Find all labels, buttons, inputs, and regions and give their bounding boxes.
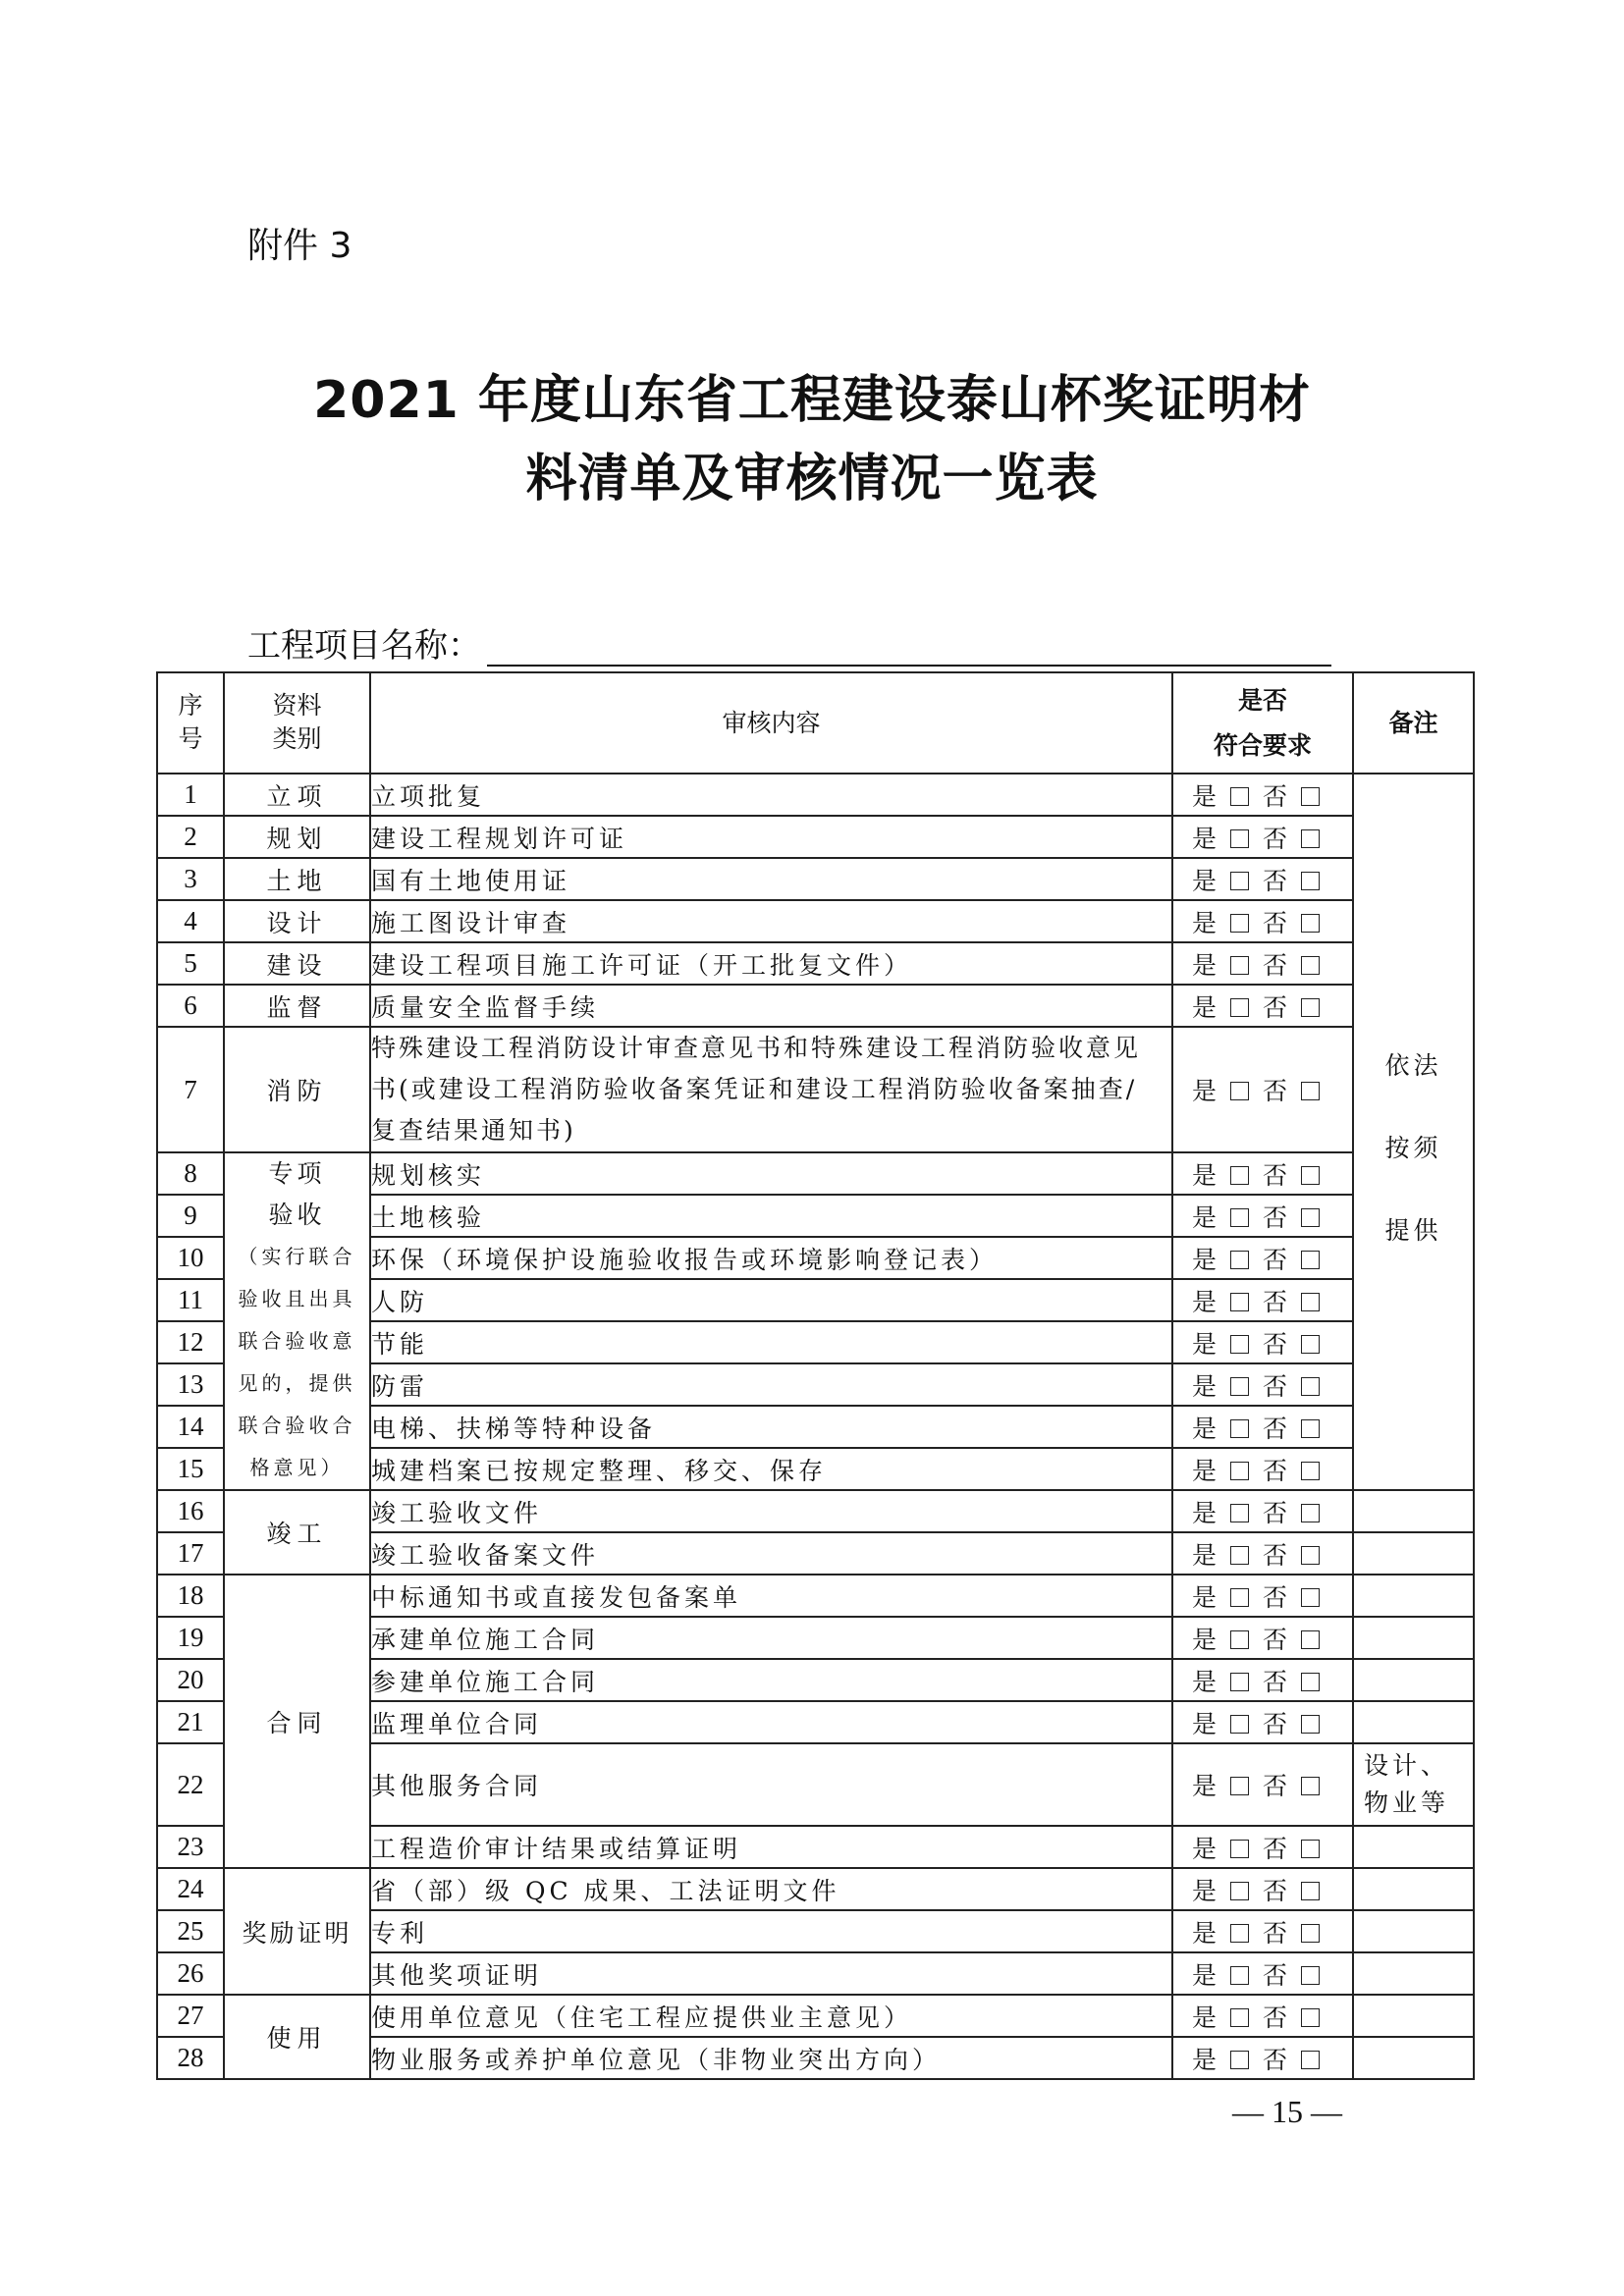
no-checkbox[interactable] <box>1301 2008 1320 2027</box>
no-checkbox[interactable] <box>1301 1966 1320 1985</box>
no-checkbox[interactable] <box>1301 1546 1320 1565</box>
row-number: 2 <box>157 816 224 858</box>
content-cell: 建设工程项目施工许可证（开工批复文件） <box>370 942 1172 985</box>
table-row <box>157 985 1474 1027</box>
row-number: 6 <box>157 985 224 1027</box>
col-header-content: 审核内容 <box>370 672 1172 774</box>
content-cell: 建设工程规划许可证 <box>370 816 1172 858</box>
yes-checkbox[interactable] <box>1230 914 1249 933</box>
yes-checkbox[interactable] <box>1230 2008 1249 2027</box>
row-number: 10 <box>157 1237 224 1279</box>
yes-checkbox[interactable] <box>1230 998 1249 1017</box>
content-cell: 参建单位施工合同 <box>370 1659 1172 1701</box>
content-cell: 城建档案已按规定整理、移交、保存 <box>370 1448 1172 1490</box>
col-header-compliance: 是否 符合要求 <box>1172 672 1353 774</box>
note-cell <box>1353 1952 1474 1995</box>
no-checkbox[interactable] <box>1301 829 1320 848</box>
no-checkbox[interactable] <box>1301 1924 1320 1943</box>
content-cell: 中标通知书或直接发包备案单 <box>370 1575 1172 1617</box>
yes-checkbox[interactable] <box>1230 1673 1249 1691</box>
yes-checkbox[interactable] <box>1230 1924 1249 1943</box>
row-number: 7 <box>157 1027 224 1152</box>
content-cell: 电梯、扶梯等特种设备 <box>370 1406 1172 1448</box>
no-checkbox[interactable] <box>1301 787 1320 806</box>
content-cell: 竣工验收备案文件 <box>370 1532 1172 1575</box>
table-row <box>157 900 1474 942</box>
row-number: 23 <box>157 1826 224 1868</box>
no-checkbox[interactable] <box>1301 1882 1320 1900</box>
yes-checkbox[interactable] <box>1230 787 1249 806</box>
no-checkbox[interactable] <box>1301 1335 1320 1354</box>
col-header-category: 资料类别 <box>224 672 370 774</box>
compliance-check: 是 否 <box>1172 1659 1353 1701</box>
content-cell: 国有土地使用证 <box>370 858 1172 900</box>
compliance-check: 是 否 <box>1172 1448 1353 1490</box>
note-cell <box>1353 1910 1474 1952</box>
row-number: 21 <box>157 1701 224 1743</box>
page-number: — 15 — <box>1232 2094 1342 2129</box>
category-cell: 规划 <box>224 816 370 858</box>
row-number: 13 <box>157 1363 224 1406</box>
content-cell: 质量安全监督手续 <box>370 985 1172 1027</box>
category-cell: 消防 <box>224 1027 370 1152</box>
title-line-2: 料清单及审核情况一览表 <box>525 450 1099 508</box>
note-cell <box>1353 1701 1474 1743</box>
row-number: 22 <box>157 1743 224 1826</box>
no-checkbox[interactable] <box>1301 1251 1320 1269</box>
content-cell: 承建单位施工合同 <box>370 1617 1172 1659</box>
content-cell: 专利 <box>370 1910 1172 1952</box>
yes-checkbox[interactable] <box>1230 872 1249 890</box>
category-cell-contract: 合同 <box>224 1575 370 1868</box>
compliance-check: 是 否 <box>1172 1195 1353 1237</box>
row-number: 25 <box>157 1910 224 1952</box>
yes-checkbox[interactable] <box>1230 1293 1249 1311</box>
compliance-check: 是 否 <box>1172 1532 1353 1575</box>
no-checkbox[interactable] <box>1301 1419 1320 1438</box>
row-number: 9 <box>157 1195 224 1237</box>
compliance-check: 是 否 <box>1172 1406 1353 1448</box>
no-checkbox[interactable] <box>1301 956 1320 975</box>
yes-checkbox[interactable] <box>1230 1504 1249 1522</box>
no-checkbox[interactable] <box>1301 914 1320 933</box>
content-cell: 施工图设计审查 <box>370 900 1172 942</box>
compliance-check: 是 否 <box>1172 1321 1353 1363</box>
compliance-check: 是 否 <box>1172 1701 1353 1743</box>
yes-checkbox[interactable] <box>1230 1082 1249 1100</box>
yes-checkbox[interactable] <box>1230 1251 1249 1269</box>
compliance-check: 是 否 <box>1172 2037 1353 2079</box>
yes-checkbox[interactable] <box>1230 1715 1249 1734</box>
category-cell-usage: 使用 <box>224 1995 370 2079</box>
col-header-no: 序号 <box>157 672 224 774</box>
row-number: 26 <box>157 1952 224 1995</box>
note-cell <box>1353 1490 1474 1532</box>
category-cell: 建设 <box>224 942 370 985</box>
compliance-check: 是 否 <box>1172 1910 1353 1952</box>
compliance-check: 是 否 <box>1172 1363 1353 1406</box>
note-cell-row22: 设计、 物业等 <box>1353 1743 1474 1826</box>
no-checkbox[interactable] <box>1301 1082 1320 1100</box>
yes-checkbox[interactable] <box>1230 1462 1249 1480</box>
row-number: 3 <box>157 858 224 900</box>
row-number: 20 <box>157 1659 224 1701</box>
table-row <box>157 1490 1474 1532</box>
row-number: 15 <box>157 1448 224 1490</box>
table-row <box>157 774 1474 816</box>
no-checkbox[interactable] <box>1301 1715 1320 1734</box>
compliance-check: 是 否 <box>1172 1995 1353 2037</box>
yes-checkbox[interactable] <box>1230 1882 1249 1900</box>
note-cell-legal: 依法 按须 提供 <box>1353 774 1474 1490</box>
compliance-check: 是 否 <box>1172 1575 1353 1617</box>
col-header-note: 备注 <box>1353 672 1474 774</box>
row-number: 1 <box>157 774 224 816</box>
table-row <box>157 1995 1474 2037</box>
no-checkbox[interactable] <box>1301 1166 1320 1185</box>
no-checkbox[interactable] <box>1301 1673 1320 1691</box>
compliance-check: 是 否 <box>1172 1152 1353 1195</box>
row-number: 28 <box>157 2037 224 2079</box>
row-number: 12 <box>157 1321 224 1363</box>
project-name-blank[interactable] <box>487 635 1331 667</box>
content-cell: 特殊建设工程消防设计审查意见书和特殊建设工程消防验收意见书(或建设工程消防验收备案凭证和建设工程消防验收备案抽查/复查结果通知书) <box>370 1027 1172 1152</box>
content-cell: 使用单位意见（住宅工程应提供业主意见） <box>370 1995 1172 2037</box>
row-number: 18 <box>157 1575 224 1617</box>
row-number: 8 <box>157 1152 224 1195</box>
table-row <box>157 1868 1474 1910</box>
note-cell <box>1353 1659 1474 1701</box>
compliance-check: 是 否 <box>1172 1027 1353 1152</box>
compliance-check: 是 否 <box>1172 900 1353 942</box>
yes-checkbox[interactable] <box>1230 2051 1249 2069</box>
compliance-check: 是 否 <box>1172 1617 1353 1659</box>
yes-checkbox[interactable] <box>1230 956 1249 975</box>
yes-checkbox[interactable] <box>1230 829 1249 848</box>
note-cell <box>1353 1826 1474 1868</box>
no-checkbox[interactable] <box>1301 1462 1320 1480</box>
note-cell <box>1353 1575 1474 1617</box>
title-line-1: 2021 年度山东省工程建设泰山杯奖证明材 <box>313 371 1311 430</box>
yes-checkbox[interactable] <box>1230 1630 1249 1649</box>
compliance-check: 是 否 <box>1172 858 1353 900</box>
content-cell: 立项批复 <box>370 774 1172 816</box>
content-cell: 其他服务合同 <box>370 1743 1172 1826</box>
yes-checkbox[interactable] <box>1230 1166 1249 1185</box>
yes-checkbox[interactable] <box>1230 1966 1249 1985</box>
table-row <box>157 858 1474 900</box>
project-name-field <box>247 618 1331 667</box>
table-row <box>157 942 1474 985</box>
compliance-check: 是 否 <box>1172 816 1353 858</box>
no-checkbox[interactable] <box>1301 1840 1320 1858</box>
category-cell: 设计 <box>224 900 370 942</box>
row-number: 24 <box>157 1868 224 1910</box>
compliance-check: 是 否 <box>1172 1490 1353 1532</box>
category-cell: 土地 <box>224 858 370 900</box>
compliance-check: 是 否 <box>1172 1868 1353 1910</box>
compliance-check: 是 否 <box>1172 1952 1353 1995</box>
no-checkbox[interactable] <box>1301 1777 1320 1795</box>
table-row <box>157 1575 1474 1617</box>
no-checkbox[interactable] <box>1301 1588 1320 1607</box>
no-checkbox[interactable] <box>1301 1504 1320 1522</box>
row-number: 11 <box>157 1279 224 1321</box>
content-cell: 土地核验 <box>370 1195 1172 1237</box>
no-checkbox[interactable] <box>1301 1630 1320 1649</box>
category-cell: 监督 <box>224 985 370 1027</box>
no-checkbox[interactable] <box>1301 1377 1320 1396</box>
row-number: 27 <box>157 1995 224 2037</box>
row-number: 19 <box>157 1617 224 1659</box>
content-cell: 竣工验收文件 <box>370 1490 1172 1532</box>
no-checkbox[interactable] <box>1301 872 1320 890</box>
no-checkbox[interactable] <box>1301 1208 1320 1227</box>
no-checkbox[interactable] <box>1301 1293 1320 1311</box>
yes-checkbox[interactable] <box>1230 1840 1249 1858</box>
content-cell: 防雷 <box>370 1363 1172 1406</box>
compliance-check: 是 否 <box>1172 774 1353 816</box>
compliance-check: 是 否 <box>1172 1743 1353 1826</box>
note-cell <box>1353 1532 1474 1575</box>
yes-checkbox[interactable] <box>1230 1208 1249 1227</box>
category-cell: 立项 <box>224 774 370 816</box>
project-name-label: 工程项目名称： <box>247 626 481 666</box>
content-cell: 节能 <box>370 1321 1172 1363</box>
no-checkbox[interactable] <box>1301 2051 1320 2069</box>
table-header-row <box>157 672 1474 774</box>
document-title <box>0 361 1624 518</box>
content-cell: 环保（环境保护设施验收报告或环境影响登记表） <box>370 1237 1172 1279</box>
table-row <box>157 816 1474 858</box>
content-cell: 工程造价审计结果或结算证明 <box>370 1826 1172 1868</box>
row-number: 16 <box>157 1490 224 1532</box>
row-number: 4 <box>157 900 224 942</box>
content-cell: 物业服务或养护单位意见（非物业突出方向） <box>370 2037 1172 2079</box>
table-row <box>157 1027 1474 1152</box>
note-cell <box>1353 1868 1474 1910</box>
content-cell: 其他奖项证明 <box>370 1952 1172 1995</box>
compliance-check: 是 否 <box>1172 1826 1353 1868</box>
row-number: 17 <box>157 1532 224 1575</box>
yes-checkbox[interactable] <box>1230 1546 1249 1565</box>
yes-checkbox[interactable] <box>1230 1377 1249 1396</box>
note-cell <box>1353 1995 1474 2037</box>
category-cell-special-acceptance: 专项 验收 （实行联合验收且出具联合验收意见的，提供联合验收合格意见） <box>224 1152 370 1490</box>
category-cell-completion: 竣工 <box>224 1490 370 1575</box>
yes-checkbox[interactable] <box>1230 1588 1249 1607</box>
content-cell: 规划核实 <box>370 1152 1172 1195</box>
compliance-check: 是 否 <box>1172 1237 1353 1279</box>
note-cell <box>1353 1617 1474 1659</box>
content-cell: 人防 <box>370 1279 1172 1321</box>
yes-checkbox[interactable] <box>1230 1335 1249 1354</box>
compliance-check: 是 否 <box>1172 1279 1353 1321</box>
content-cell: 监理单位合同 <box>370 1701 1172 1743</box>
row-number: 5 <box>157 942 224 985</box>
table-row <box>157 1152 1474 1195</box>
yes-checkbox[interactable] <box>1230 1777 1249 1795</box>
attachment-label: 附件 3 <box>247 226 352 266</box>
note-cell <box>1353 2037 1474 2079</box>
compliance-check: 是 否 <box>1172 942 1353 985</box>
row-number: 14 <box>157 1406 224 1448</box>
yes-checkbox[interactable] <box>1230 1419 1249 1438</box>
compliance-check: 是 否 <box>1172 985 1353 1027</box>
content-cell: 省（部）级 QC 成果、工法证明文件 <box>370 1868 1172 1910</box>
review-table <box>156 671 1475 2080</box>
no-checkbox[interactable] <box>1301 998 1320 1017</box>
category-cell-award: 奖励证明 <box>224 1868 370 1995</box>
